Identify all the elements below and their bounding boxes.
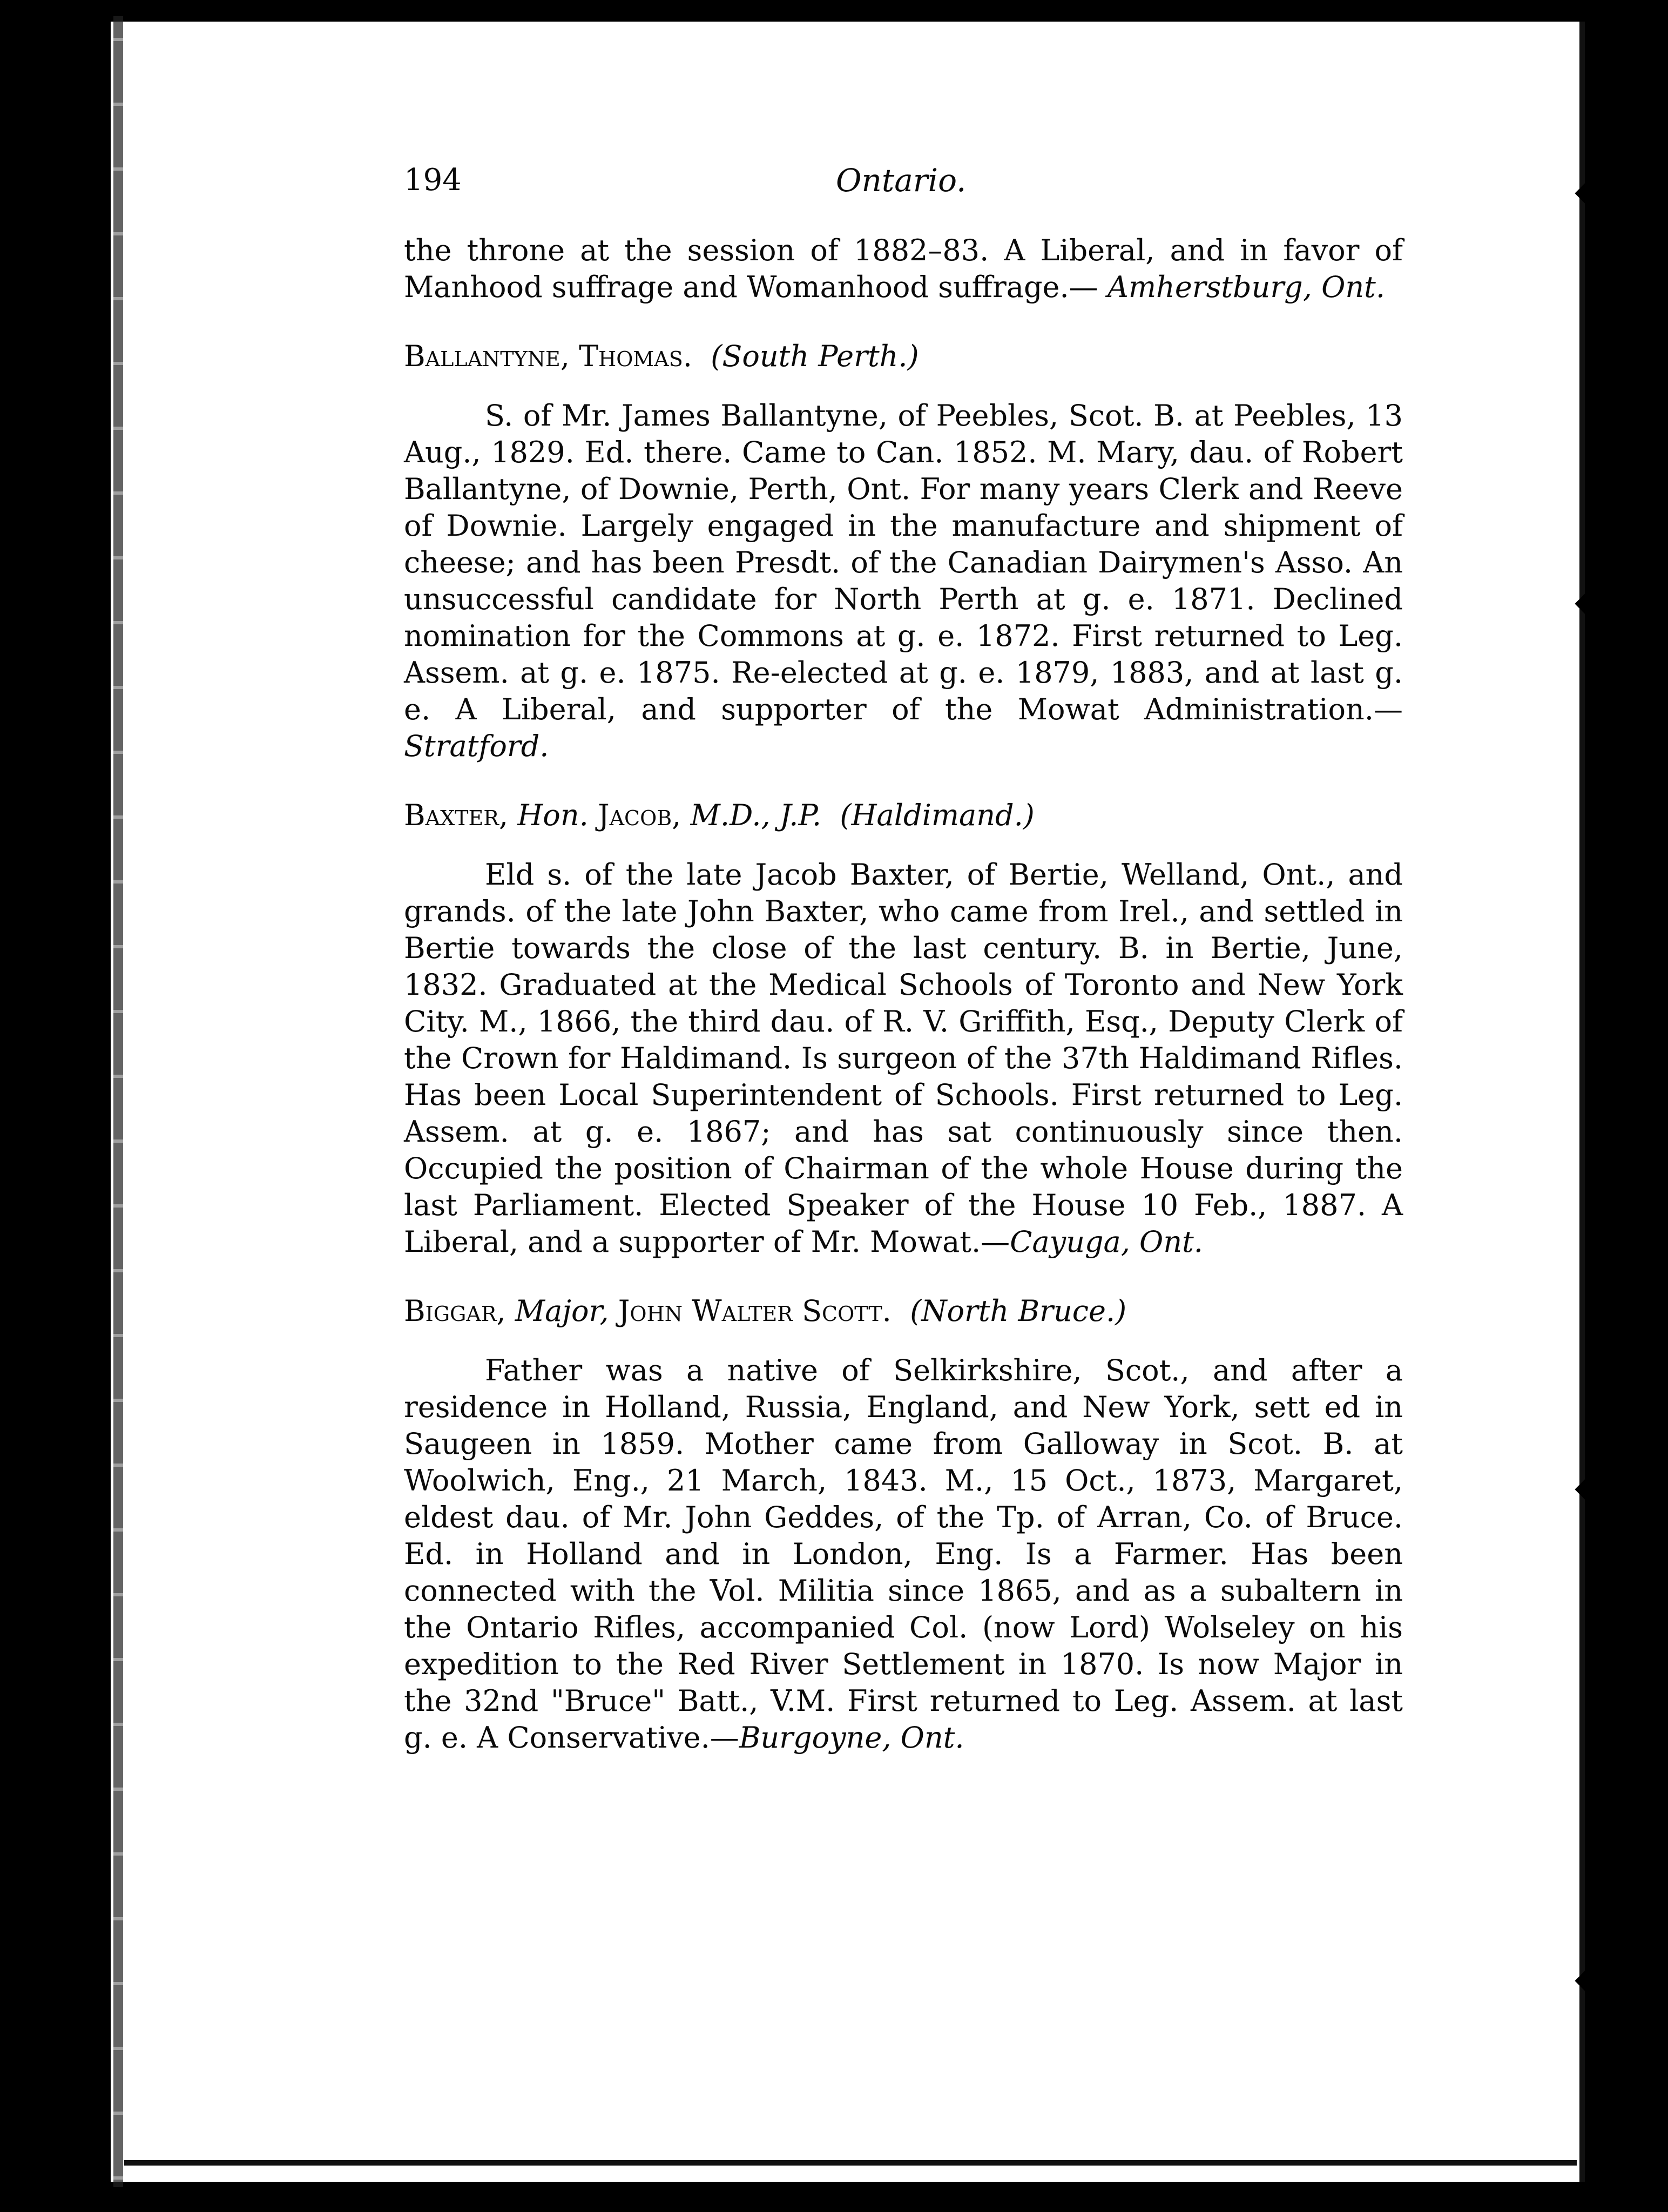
entry-heading [404, 1293, 1403, 1330]
page-number: 194 [404, 163, 462, 198]
entry-biography: Eld s. of the late Jacob Baxter, of Bertie, Welland, Ont., and grands. of the late John Baxter, who came from Irel., and settled in Bertie towards the close of the last century. B. in Bertie, June, 1832. Graduated at the Medical Schools of Toronto and New York City. M., 1866, the third dau. of R. V. Griffith, Esq., Deputy Clerk of the Crown for Haldimand. Is surgeon of the 37th Haldimand Rifles. Has been Local Superintendent of Schools. First returned to Leg. Assem. at g. e. 1867; and has sat continuously since then. Occupied the position of Chairman of the whole House during the last Parliament. Elected Speaker of the House 10 Feb., 1887. A Liberal, and a supporter of Mr. Mowat.—Cayuga, Ont. [404, 858, 1403, 1259]
entry-heading: Ballantyne, Thomas. (South Perth.) [404, 339, 919, 373]
entry-constituency: (South Perth.) [711, 339, 919, 373]
running-head [404, 162, 1403, 211]
entry-biography: Father was a native of Selkirkshire, Scot., and after a residence in Holland, Russia, England, and New York, sett ed in Saugeen in 1859. Mother came from Galloway in Scot. B. at Woolwich, Eng., 21 March, 1843. M., 15 Oct., 1873, Margaret, eldest dau. of Mr. John Geddes, of the Tp. of Arran, Co. of Bruce. Ed. in Holland and in London, Eng. Is a Farmer. Has been connected with the Vol. Militia since 1865, and as a subaltern in the Ontario Rifles, accompanied Col. (now Lord) Wolseley on his expedition to the Red River Settlement in 1870. Is now Major in the 32nd "Bruce" Batt., V.M. First returned to Leg. Assem. at last g. e. A Conservative.—Burgoyne, Ont. [404, 1353, 1403, 1755]
entry-given-names: Thomas. [579, 339, 692, 373]
entry-heading [404, 797, 1403, 834]
entry-constituency: (North Bruce.) [910, 1294, 1127, 1328]
entry-surname: Ballantyne [404, 339, 560, 373]
entry-given-names: Jacob, [597, 798, 681, 832]
continued-place: Amherstburg, Ont. [1107, 270, 1385, 304]
entry-surname: Baxter, [404, 798, 509, 832]
continued-paragraph [404, 232, 1403, 306]
entry-residence: Cayuga, Ont. [1010, 1225, 1203, 1259]
continued-text: the throne at the session of 1882–83. A Liberal, and in favor of Manhood suffrage and Womanhood suffrage.— [404, 233, 1403, 304]
page-text [404, 162, 1403, 1789]
page-bottom-edge [124, 2160, 1577, 2166]
entry-residence: Stratford. [404, 729, 549, 763]
binding-edge [1593, 54, 1601, 2139]
page-left-edge [113, 16, 123, 2187]
entry-suffix: M.D., J.P. [690, 798, 822, 832]
entry-given-names: John Walter Scott. [618, 1294, 892, 1328]
entry-surname: Biggar, [404, 1294, 506, 1328]
entry-title: Hon. [517, 798, 589, 832]
entry-constituency: (Haldimand.) [840, 798, 1035, 832]
entry-residence: Burgoyne, Ont. [739, 1721, 964, 1755]
running-title: Ontario. [836, 162, 967, 199]
entry-biography: S. of Mr. James Ballantyne, of Peebles, Scot. B. at Peebles, 13 Aug., 1829. Ed. there. Came to Can. 1852. M. Mary, dau. of Robert Ballantyne, of Downie, Perth, Ont. For many years Clerk and Reeve of Downie. Largely engaged in the manufacture and shipment of cheese; and has been Presdt. of the Canadian Dairymen's Asso. An unsuccessful candidate for North Perth at g. e. 1871. Declined nomination for the Commons at g. e. 1872. First returned to Leg. Assem. at g. e. 1875. Re-elected at g. e. 1879, 1883, and at last g. e. A Liberal, and supporter of the Mowat Administration.—Stratford. [404, 399, 1403, 763]
entry-title: Major, [515, 1294, 609, 1328]
